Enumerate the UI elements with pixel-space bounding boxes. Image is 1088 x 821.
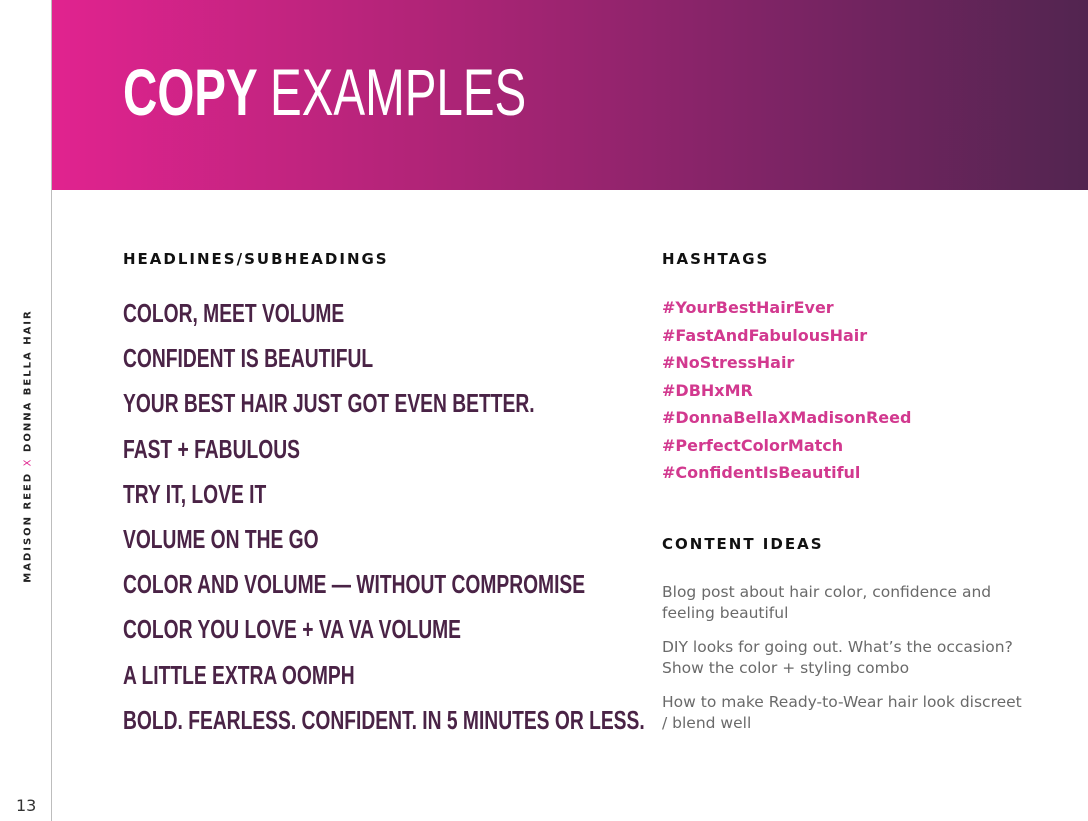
content-idea-item: Blog post about hair color, confidence and feeling beautiful xyxy=(662,583,992,622)
headline-item: A LITTLE EXTRA OOMPH xyxy=(123,659,355,690)
page-title-strong: COPY xyxy=(123,55,257,129)
headline-item: COLOR AND VOLUME — WITHOUT COMPROMISE xyxy=(123,569,586,600)
headlines-heading: HEADLINES/SUBHEADINGS xyxy=(123,250,389,268)
side-brand-text xyxy=(23,309,34,582)
headline-item: YOUR BEST HAIR JUST GOT EVEN BETTER. xyxy=(123,388,535,419)
left-margin-rail xyxy=(0,0,52,821)
hashtag-item: #ConfidentIsBeautiful xyxy=(662,463,861,482)
content-ideas-heading: CONTENT IDEAS xyxy=(662,535,824,553)
headline-item: FAST + FABULOUS xyxy=(123,433,300,464)
side-brand-left: MADISON REED xyxy=(22,471,34,583)
side-brand-separator: X xyxy=(22,457,34,467)
hashtag-item: #DBHxMR xyxy=(662,380,753,400)
hashtags-heading: HASHTAGS xyxy=(662,250,770,268)
headline-item: TRY IT, LOVE IT xyxy=(123,478,267,509)
headline-item: BOLD. FEARLESS. CONFIDENT. IN 5 MINUTES OR LESS. xyxy=(123,704,645,735)
headline-item: VOLUME ON THE GO xyxy=(123,523,319,554)
page-number: 13 xyxy=(16,796,37,815)
content-idea-item: DIY looks for going out. What’s the occasion? Show the color + styling combo xyxy=(662,638,1013,677)
hashtag-item: #DonnaBellaXMadisonReed xyxy=(662,408,912,427)
hashtag-item: #YourBestHairEver xyxy=(662,298,834,317)
hashtag-list xyxy=(662,296,911,489)
hashtag-item: #FastAndFabulousHair xyxy=(662,325,868,345)
headline-item: COLOR YOU LOVE + VA VA VOLUME xyxy=(123,614,461,645)
headline-item: COLOR, MEET VOLUME xyxy=(123,298,345,328)
headline-item: CONFIDENT IS BEAUTIFUL xyxy=(123,343,374,374)
header-banner xyxy=(52,0,1088,190)
content-idea-item: How to make Ready-to-Wear hair look discreet / blend well xyxy=(662,693,1022,732)
side-brand-right: DONNA BELLA HAIR xyxy=(22,309,34,452)
hashtag-item: #NoStressHair xyxy=(662,353,795,372)
page-title-light: EXAMPLES xyxy=(270,55,527,129)
page-title xyxy=(123,52,526,132)
hashtag-item: #PerfectColorMatch xyxy=(662,435,844,455)
